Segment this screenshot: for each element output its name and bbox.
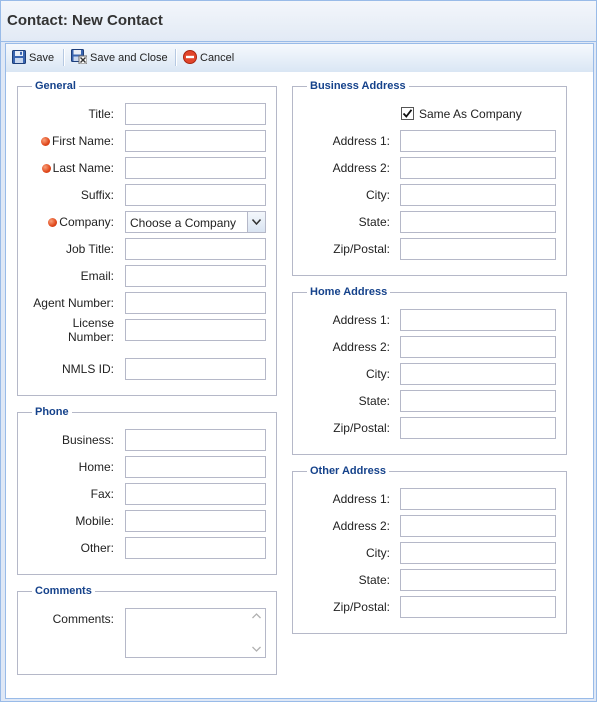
phone-home-label: Home: xyxy=(78,460,114,474)
phone-mobile-row xyxy=(18,510,278,532)
save-label: Save xyxy=(29,52,55,64)
phone-other-row xyxy=(18,537,278,559)
last-name-label xyxy=(42,161,114,175)
home-zip-input[interactable] xyxy=(400,417,556,439)
nmls-id-label: NMLS ID: xyxy=(61,362,114,376)
home-state-label: State: xyxy=(358,394,390,408)
email-label: Email: xyxy=(80,269,114,283)
home-address1-input[interactable] xyxy=(400,309,556,331)
chevron-down-icon xyxy=(252,219,261,225)
license-number-label-line1: License xyxy=(72,316,114,330)
phone-business-label: Business: xyxy=(61,433,114,447)
home-zip-label: Zip/Postal: xyxy=(333,421,390,435)
save-and-close-button[interactable] xyxy=(71,50,168,66)
phone-fax-row xyxy=(18,483,278,505)
title-input[interactable] xyxy=(125,103,266,125)
required-icon xyxy=(41,137,50,146)
other-address2-input[interactable] xyxy=(400,515,556,537)
phone-fax-label: Fax: xyxy=(90,487,114,501)
home-zip-row xyxy=(293,417,568,439)
window-title: Contact: New Contact xyxy=(7,12,163,29)
other-city-row xyxy=(293,542,568,564)
business-state-label: State: xyxy=(358,215,390,229)
phone-home-input[interactable] xyxy=(125,456,266,478)
email-input[interactable] xyxy=(125,265,266,287)
agent-number-row xyxy=(18,292,278,314)
company-combo[interactable] xyxy=(125,211,266,233)
license-number-row xyxy=(18,316,278,344)
cancel-button[interactable] xyxy=(183,50,234,66)
phone-other-input[interactable] xyxy=(125,537,266,559)
company-combo-trigger[interactable] xyxy=(247,212,265,232)
license-number-input[interactable] xyxy=(125,319,266,341)
cancel-icon xyxy=(183,50,197,67)
comments-fieldset xyxy=(17,585,277,675)
home-address2-row xyxy=(293,336,568,358)
business-address-legend: Business Address xyxy=(307,80,409,92)
last-name-label-text: Last Name: xyxy=(52,161,114,175)
comments-label: Comments: xyxy=(52,612,114,626)
business-zip-row xyxy=(293,238,568,260)
first-name-label xyxy=(41,134,114,148)
same-as-company-row xyxy=(293,103,568,125)
business-address1-row xyxy=(293,130,568,152)
other-zip-input[interactable] xyxy=(400,596,556,618)
other-city-input[interactable] xyxy=(400,542,556,564)
save-button[interactable] xyxy=(12,50,54,66)
other-state-row xyxy=(293,569,568,591)
checkmark-icon xyxy=(402,108,413,119)
phone-mobile-input[interactable] xyxy=(125,510,266,532)
other-address-legend: Other Address xyxy=(307,465,389,477)
business-zip-input[interactable] xyxy=(400,238,556,260)
title-label: Title: xyxy=(88,107,114,121)
business-address2-label: Address 2: xyxy=(332,161,390,175)
home-address-fieldset xyxy=(292,286,567,455)
business-city-row xyxy=(293,184,568,206)
suffix-label: Suffix: xyxy=(80,188,114,202)
job-title-label: Job Title: xyxy=(65,242,114,256)
first-name-label-text: First Name: xyxy=(51,134,114,148)
home-address2-label: Address 2: xyxy=(332,340,390,354)
phone-business-input[interactable] xyxy=(125,429,266,451)
company-row xyxy=(18,211,278,233)
business-state-row xyxy=(293,211,568,233)
required-icon xyxy=(42,164,51,173)
toolbar xyxy=(5,43,594,73)
license-number-label xyxy=(68,316,114,344)
business-address2-row xyxy=(293,157,568,179)
business-state-input[interactable] xyxy=(400,211,556,233)
other-address1-input[interactable] xyxy=(400,488,556,510)
business-address-fieldset xyxy=(292,80,567,276)
form-body xyxy=(5,72,594,699)
company-combo-value: Choose a Company xyxy=(130,216,237,230)
general-fieldset xyxy=(17,80,277,396)
email-row xyxy=(18,265,278,287)
home-address-legend: Home Address xyxy=(307,286,390,298)
same-as-company-label: Same As Company xyxy=(419,107,522,121)
textarea-scrollbar[interactable] xyxy=(249,609,264,657)
home-city-label: City: xyxy=(366,367,390,381)
phone-fieldset xyxy=(17,406,277,575)
company-label xyxy=(48,215,114,229)
home-state-input[interactable] xyxy=(400,390,556,412)
home-address1-row xyxy=(293,309,568,331)
floppy-disk-icon xyxy=(12,50,26,67)
floppy-disk-close-icon xyxy=(71,49,87,67)
home-state-row xyxy=(293,390,568,412)
other-city-label: City: xyxy=(366,546,390,560)
title-row xyxy=(18,103,278,125)
other-zip-label: Zip/Postal: xyxy=(333,600,390,614)
license-number-label-line2: Number: xyxy=(67,330,114,344)
toolbar-separator xyxy=(63,49,65,66)
comments-row xyxy=(18,608,278,630)
suffix-row xyxy=(18,184,278,206)
cancel-label: Cancel xyxy=(200,52,235,64)
last-name-input[interactable] xyxy=(125,157,266,179)
other-zip-row xyxy=(293,596,568,618)
same-as-company-checkbox[interactable] xyxy=(401,107,414,120)
first-name-input[interactable] xyxy=(125,130,266,152)
agent-number-input[interactable] xyxy=(125,292,266,314)
phone-mobile-label: Mobile: xyxy=(75,514,114,528)
comments-legend: Comments xyxy=(32,585,95,597)
home-city-row xyxy=(293,363,568,385)
other-address1-row xyxy=(293,488,568,510)
job-title-row xyxy=(18,238,278,260)
title-bar xyxy=(1,1,596,42)
toolbar-separator xyxy=(175,49,177,66)
phone-business-row xyxy=(18,429,278,451)
other-address2-row xyxy=(293,515,568,537)
suffix-input[interactable] xyxy=(125,184,266,206)
business-city-input[interactable] xyxy=(400,184,556,206)
phone-legend: Phone xyxy=(32,406,72,418)
other-state-label: State: xyxy=(358,573,390,587)
other-address-fieldset xyxy=(292,465,567,634)
general-legend: General xyxy=(32,80,79,92)
last-name-row xyxy=(18,157,278,179)
job-title-input[interactable] xyxy=(125,238,266,260)
nmls-id-input[interactable] xyxy=(125,358,266,380)
business-address1-label: Address 1: xyxy=(332,134,390,148)
home-address2-input[interactable] xyxy=(400,336,556,358)
phone-fax-input[interactable] xyxy=(125,483,266,505)
nmls-id-row xyxy=(18,358,278,380)
other-state-input[interactable] xyxy=(400,569,556,591)
agent-number-label: Agent Number: xyxy=(33,296,114,310)
business-city-label: City: xyxy=(366,188,390,202)
business-zip-label: Zip/Postal: xyxy=(333,242,390,256)
home-city-input[interactable] xyxy=(400,363,556,385)
save-and-close-label: Save and Close xyxy=(90,52,168,64)
first-name-row xyxy=(18,130,278,152)
phone-home-row xyxy=(18,456,278,478)
other-address2-label: Address 2: xyxy=(332,519,390,533)
required-icon xyxy=(48,218,57,227)
business-address1-input[interactable] xyxy=(400,130,556,152)
other-address1-label: Address 1: xyxy=(332,492,390,506)
phone-other-label: Other: xyxy=(80,541,114,555)
comments-textarea[interactable] xyxy=(125,608,266,658)
home-address1-label: Address 1: xyxy=(332,313,390,327)
business-address2-input[interactable] xyxy=(400,157,556,179)
company-label-text: Company: xyxy=(59,215,114,229)
